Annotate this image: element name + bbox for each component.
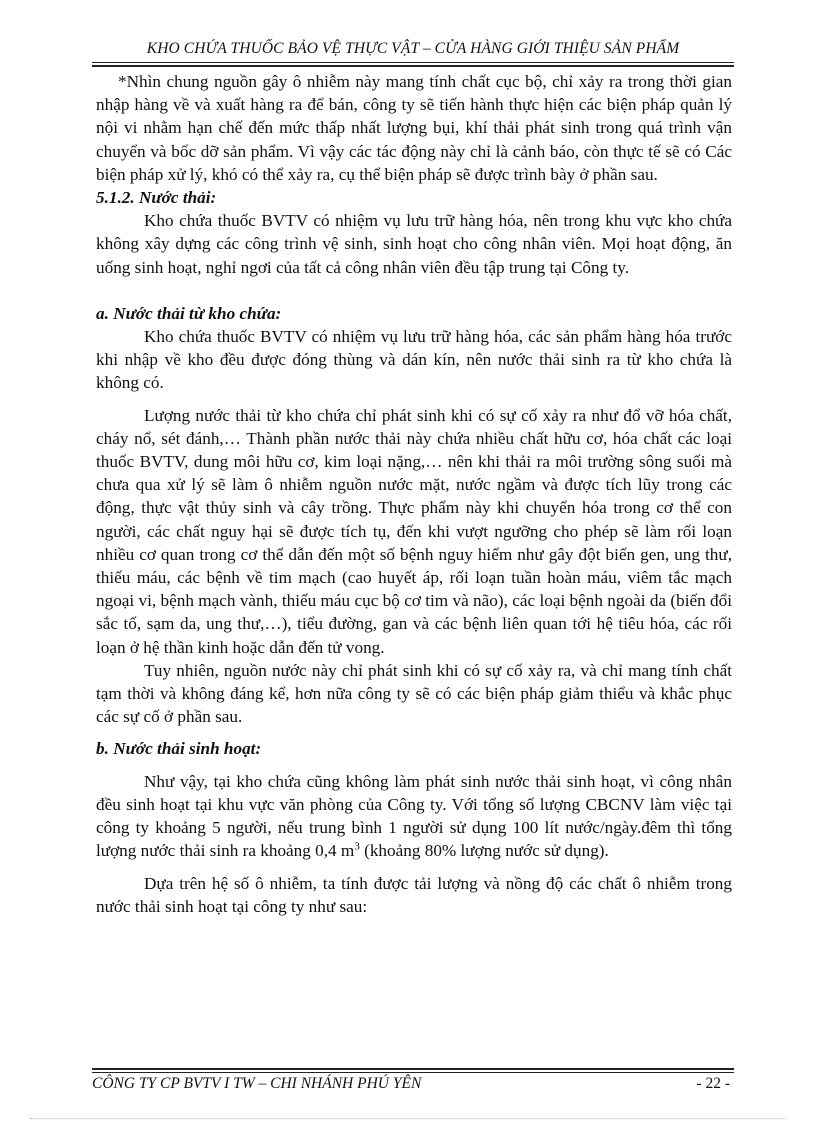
page-header: KHO CHỨA THUỐC BẢO VỆ THỰC VẬT – CỬA HÀNG GIỚI THIỆU SẢN PHẨM [146, 40, 680, 57]
document-body [96, 70, 732, 918]
subsection-a-paragraph-2: Lượng nước thải từ kho chứa chỉ phát sinh khi có sự cố xảy ra như đổ vỡ hóa chất, cháy nổ, sét đánh,… Thành phần nước thải này chứa nhiều chất hữu cơ, hóa chất các loại thuốc BVTV, dung môi hữu cơ, kim loại nặng,… nên khi thải ra môi trường sông suối mà chưa qua xử lý sẽ làm ô nhiễm nguồn nước mặt, nước ngầm và được tích lũy trong các động, thực vật thủy sinh và cây trồng. Thực phẩm này khi chuyển hóa trong cơ thể con người, các chất nguy hại sẽ được tích tụ, đến khi vượt ngưỡng cho phép sẽ làm rối loạn nhiều cơ quan trong cơ thể dẫn đến một số bệnh nguy hiểm như gây đột biến gen, ung thư, thiếu máu, các bệnh về tim mạch (cao huyết áp, rối loạn tuần hoàn máu, viêm tắc mạch ngoại vi, bệnh mạch vành, thiếu máu cục bộ cơ tim và não), các loại bệnh ngoài da (biến đổi sắc tố, sạm da, ung thư,…), tiểu đường, gan và các bệnh liên quan tới hệ tiêu hóa, các rối loạn ở hệ thần kinh hoặc dẫn đến tử vong. [96, 405, 732, 657]
spacer [96, 761, 732, 770]
page-edge-dotted-line [30, 1118, 786, 1119]
intro-paragraph: *Nhìn chung nguồn gây ô nhiễm này mang tính chất cục bộ, chỉ xảy ra trong thời gian nhập hàng về và xuất hàng ra để bán, công ty sẽ tiến hành thực hiện các biện pháp quản lý nội vi nhằm hạn chế đến mức thấp nhất lượng bụi, khí thải phát sinh trong quá trình vận chuyển và bốc dỡ sản phẩm. Vì vậy các tác động này chỉ là cảnh báo, còn thực tế sẽ có Các biện pháp xử lý, khó có thể xảy ra, cụ thể biện pháp sẽ được trình bày ở phần sau. [96, 72, 732, 184]
superscript-exponent: 3 [354, 840, 360, 853]
subsection-a-paragraph-1: Kho chứa thuốc BVTV có nhiệm vụ lưu trữ hàng hóa, các sản phẩm hàng hóa trước khi nhập về kho đều được đóng thùng và dán kín, nên nước thải sinh ra từ kho chứa là không có. [96, 327, 732, 393]
subsection-a-paragraph-3: Tuy nhiên, nguồn nước này chỉ phát sinh khi có sự cố xảy ra, và chỉ mang tính chất tạm thời và không đáng kể, hơn nữa công ty sẽ có các biện pháp giảm thiểu và khắc phục các sự cố ở phần sau. [96, 660, 732, 727]
spacer [96, 728, 732, 737]
header-rule-thick [92, 65, 734, 67]
subsection-b-paragraph-1 [96, 770, 732, 863]
section-heading: 5.1.2. Nước thải: [96, 188, 217, 208]
page-number: - 22 - [696, 1075, 730, 1092]
subsection-b-text-tail: (khoảng 80% lượng nước sử dụng). [359, 841, 609, 861]
spacer [96, 863, 732, 872]
footer-rule-thick [92, 1068, 734, 1070]
spacer [96, 395, 732, 404]
subsection-a-heading: a. Nước thải từ kho chứa: [96, 303, 282, 323]
footer-rule [92, 1072, 734, 1073]
section-paragraph: Kho chứa thuốc BVTV có nhiệm vụ lưu trữ hàng hóa, nên trong khu vực kho chứa không xây dựng các công trình vệ sinh, sinh hoạt cho công nhân viên. Mọi hoạt động, ăn uống sinh hoạt, nghỉ ngơi của tất cả công nhân viên đều tập trung tại Công ty. [96, 211, 732, 277]
subsection-b-text: Như vậy, tại kho chứa cũng không làm phát sinh nước thải sinh hoạt, vì công nhân đều sinh hoạt tại khu vực văn phòng của Công ty. Với tổng số lượng CBCNV làm việc tại công ty khoảng 5 người, nếu trung bình 1 người sử dụng 100 lít nước/ngày.đêm thì tổng lượng nước thải sinh ra khoảng 0,4 m [96, 771, 732, 861]
footer-company: CÔNG TY CP BVTV I TW – CHI NHÁNH PHÚ YÊN [92, 1075, 422, 1092]
subsection-b-paragraph-2: Dựa trên hệ số ô nhiễm, ta tính được tải lượng và nồng độ các chất ô nhiễm trong nước thải sinh hoạt tại công ty như sau: [96, 873, 732, 916]
header-rule [92, 62, 734, 63]
subsection-b-heading: b. Nước thải sinh hoạt: [96, 739, 262, 759]
spacer [96, 279, 732, 302]
